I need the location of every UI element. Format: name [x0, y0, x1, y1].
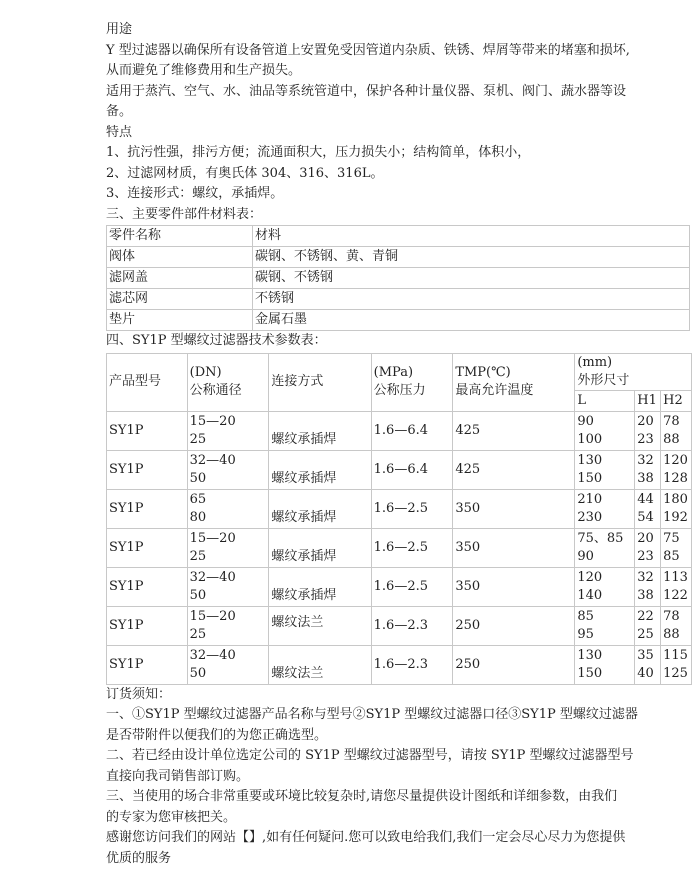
L-value: 140	[577, 587, 632, 605]
pressure: 1.6—6.4	[371, 411, 453, 450]
model: SY1P	[107, 528, 188, 567]
H2-value: 192	[663, 509, 689, 527]
pressure: 1.6—6.4	[371, 450, 453, 489]
H2-value: 88	[663, 431, 689, 449]
H1-value: 32	[637, 452, 658, 470]
params-heading: 四、SY1P 型螺纹过滤器技术参数表：	[106, 331, 690, 352]
H2-value: 120	[663, 452, 689, 470]
header-temp-unit: TMP(℃)	[455, 364, 572, 382]
H2-value: 75	[663, 530, 689, 548]
document	[106, 20, 690, 869]
part-name: 滤芯网	[107, 289, 253, 310]
model: SY1P	[107, 411, 188, 450]
table-row	[107, 606, 692, 645]
header-dn-label: 公称通径	[190, 382, 267, 400]
temp: 350	[453, 567, 575, 606]
header-pressure-unit: (MPa)	[374, 364, 451, 382]
L-value: 130	[577, 452, 632, 470]
feature-item: 2、过滤网材质，有奥氏体 304、316、316L。	[106, 164, 690, 185]
dn-value: 15—20	[190, 608, 267, 626]
connection: 螺纹承插焊	[269, 489, 371, 528]
dn	[187, 528, 269, 567]
dn-value: 32—40	[190, 569, 267, 587]
table-row	[107, 310, 690, 331]
H1	[635, 645, 661, 684]
model: SY1P	[107, 606, 188, 645]
H1-value: 20	[637, 530, 658, 548]
H1-value: 35	[637, 647, 658, 665]
header-L: L	[575, 390, 635, 411]
part-material: 不锈钢	[253, 289, 690, 310]
L	[575, 411, 635, 450]
L-value: 75、85	[577, 530, 632, 548]
connection: 螺纹承插焊	[269, 450, 371, 489]
table-row	[107, 247, 690, 268]
connection: 螺纹承插焊	[269, 567, 371, 606]
materials-heading: 三、主要零件部件材料表：	[106, 205, 690, 226]
pressure: 1.6—2.5	[371, 528, 453, 567]
L-value: 90	[577, 413, 632, 431]
header-dims-unit: (mm)	[577, 354, 689, 372]
H1	[635, 489, 661, 528]
part-name: 滤网盖	[107, 268, 253, 289]
pressure: 1.6—2.5	[371, 567, 453, 606]
L	[575, 567, 635, 606]
dn-value: 25	[190, 548, 267, 566]
header-dn-unit: (DN)	[190, 364, 267, 382]
part-material: 碳钢、不锈钢	[253, 268, 690, 289]
H1-value: 32	[637, 569, 658, 587]
H1-value: 38	[637, 470, 658, 488]
dn-value: 15—20	[190, 413, 267, 431]
params-table	[106, 353, 692, 685]
dn	[187, 450, 269, 489]
header-model: 产品型号	[107, 353, 188, 411]
thanks-text: 感谢您访问我们的网站【】,如有任何疑问.您可以致电给我们,我们一定会尽心尽力为您提供	[106, 828, 690, 849]
usage-paragraph-2: 适用于蒸汽、空气、水、油品等系统管道中，保护各种计量仪器、泵机、阀门、蔬水器等设	[106, 82, 690, 103]
part-name: 垫片	[107, 310, 253, 331]
H1-value: 38	[637, 587, 658, 605]
L-value: 95	[577, 626, 632, 644]
connection: 螺纹法兰	[269, 645, 371, 684]
ordering-item-3-cont: 的专家为您审核把关。	[106, 808, 690, 829]
H1-value: 23	[637, 431, 658, 449]
dn	[187, 645, 269, 684]
dn	[187, 489, 269, 528]
H2	[661, 411, 692, 450]
H2-value: 88	[663, 626, 689, 644]
H2-value: 180	[663, 491, 689, 509]
H2	[661, 528, 692, 567]
L-value: 150	[577, 470, 632, 488]
H2-value: 125	[663, 665, 689, 683]
table-row	[107, 567, 692, 606]
L	[575, 489, 635, 528]
part-name: 阀体	[107, 247, 253, 268]
ordering-item-1: 一、①SY1P 型螺纹过滤器产品名称与型号②SY1P 型螺纹过滤器口径③SY1P 型螺纹过滤器	[106, 705, 690, 726]
part-material: 金属石墨	[253, 310, 690, 331]
L	[575, 645, 635, 684]
L	[575, 606, 635, 645]
dn-value: 15—20	[190, 530, 267, 548]
H1-value: 23	[637, 548, 658, 566]
pressure: 1.6—2.5	[371, 489, 453, 528]
temp: 250	[453, 606, 575, 645]
temp: 350	[453, 489, 575, 528]
header-part-name: 零件名称	[107, 226, 253, 247]
ordering-item-2: 二、若已经由设计单位选定公司的 SY1P 型螺纹过滤器型号，请按 SY1P 型螺纹过滤器型号	[106, 746, 690, 767]
table-header-row	[107, 226, 690, 247]
L-value: 100	[577, 431, 632, 449]
model: SY1P	[107, 489, 188, 528]
table-row	[107, 268, 690, 289]
header-material: 材料	[253, 226, 690, 247]
usage-heading: 用途	[106, 20, 690, 41]
H2-value: 122	[663, 587, 689, 605]
ordering-item-1-cont: 是否带附件以便我们的为您正确选型。	[106, 726, 690, 747]
dn-value: 50	[190, 587, 267, 605]
H1	[635, 606, 661, 645]
table-row	[107, 450, 692, 489]
dn-value: 32—40	[190, 452, 267, 470]
temp: 250	[453, 645, 575, 684]
feature-item: 3、连接形式：螺纹，承插焊。	[106, 184, 690, 205]
H1	[635, 450, 661, 489]
model: SY1P	[107, 567, 188, 606]
dn	[187, 411, 269, 450]
pressure: 1.6—2.3	[371, 645, 453, 684]
connection: 螺纹法兰	[269, 606, 371, 645]
dn	[187, 606, 269, 645]
H2-value: 78	[663, 413, 689, 431]
temp: 425	[453, 411, 575, 450]
H2-value: 113	[663, 569, 689, 587]
connection: 螺纹承插焊	[269, 528, 371, 567]
H2	[661, 450, 692, 489]
H2-value: 115	[663, 647, 689, 665]
header-connection: 连接方式	[269, 353, 371, 411]
dn-value: 65	[190, 491, 267, 509]
L-value: 230	[577, 509, 632, 527]
temp: 350	[453, 528, 575, 567]
usage-paragraph-2-cont: 备。	[106, 102, 690, 123]
L-value: 85	[577, 608, 632, 626]
dn-value: 50	[190, 665, 267, 683]
table-row	[107, 289, 690, 310]
H1-value: 22	[637, 608, 658, 626]
L-value: 210	[577, 491, 632, 509]
header-dn	[187, 353, 269, 411]
model: SY1P	[107, 450, 188, 489]
H2	[661, 606, 692, 645]
ordering-heading: 订货须知：	[106, 685, 690, 706]
L-value: 150	[577, 665, 632, 683]
header-pressure	[371, 353, 453, 411]
H1-value: 25	[637, 626, 658, 644]
L	[575, 528, 635, 567]
connection: 螺纹承插焊	[269, 411, 371, 450]
header-H1: H1	[635, 390, 661, 411]
H1-value: 40	[637, 665, 658, 683]
H2-value: 78	[663, 608, 689, 626]
L-value: 120	[577, 569, 632, 587]
dn-value: 32—40	[190, 647, 267, 665]
header-dims	[575, 353, 692, 390]
temp: 425	[453, 450, 575, 489]
feature-item: 1、抗污性强，排污方便；流通面积大，压力损失小；结构简单，体积小，	[106, 143, 690, 164]
H1-value: 54	[637, 509, 658, 527]
H1	[635, 411, 661, 450]
H2	[661, 489, 692, 528]
H2-value: 128	[663, 470, 689, 488]
table-header-row	[107, 353, 692, 390]
dn-value: 50	[190, 470, 267, 488]
H2	[661, 567, 692, 606]
header-dims-label: 外形尺寸	[577, 372, 689, 390]
features-heading: 特点	[106, 123, 690, 144]
materials-table	[106, 225, 690, 331]
header-temp	[453, 353, 575, 411]
H1-value: 44	[637, 491, 658, 509]
ordering-item-2-cont: 直接向我司销售部订购。	[106, 767, 690, 788]
table-row	[107, 411, 692, 450]
H1-value: 20	[637, 413, 658, 431]
table-row	[107, 645, 692, 684]
table-row	[107, 528, 692, 567]
header-pressure-label: 公称压力	[374, 382, 451, 400]
H1	[635, 567, 661, 606]
H2-value: 85	[663, 548, 689, 566]
header-H2: H2	[661, 390, 692, 411]
dn	[187, 567, 269, 606]
dn-value: 25	[190, 431, 267, 449]
H1	[635, 528, 661, 567]
pressure: 1.6—2.3	[371, 606, 453, 645]
part-material: 碳钢、不锈钢、黄、青铜	[253, 247, 690, 268]
table-row	[107, 489, 692, 528]
dn-value: 25	[190, 626, 267, 644]
H2	[661, 645, 692, 684]
ordering-item-3: 三、当使用的场合非常重要或环境比较复杂时,请您尽量提供设计图纸和详细参数，由我们	[106, 787, 690, 808]
dn-value: 80	[190, 509, 267, 527]
L	[575, 450, 635, 489]
model: SY1P	[107, 645, 188, 684]
usage-paragraph-1-cont: 从而避免了维修费用和生产损失。	[106, 61, 690, 82]
L-value: 130	[577, 647, 632, 665]
thanks-text-cont: 优质的服务	[106, 849, 690, 869]
usage-paragraph-1: Y 型过滤器以确保所有设备管道上安置免受因管道内杂质、铁锈、焊屑等带来的堵塞和损坏,	[106, 41, 690, 62]
L-value: 90	[577, 548, 632, 566]
header-temp-label: 最高允许温度	[455, 382, 572, 400]
